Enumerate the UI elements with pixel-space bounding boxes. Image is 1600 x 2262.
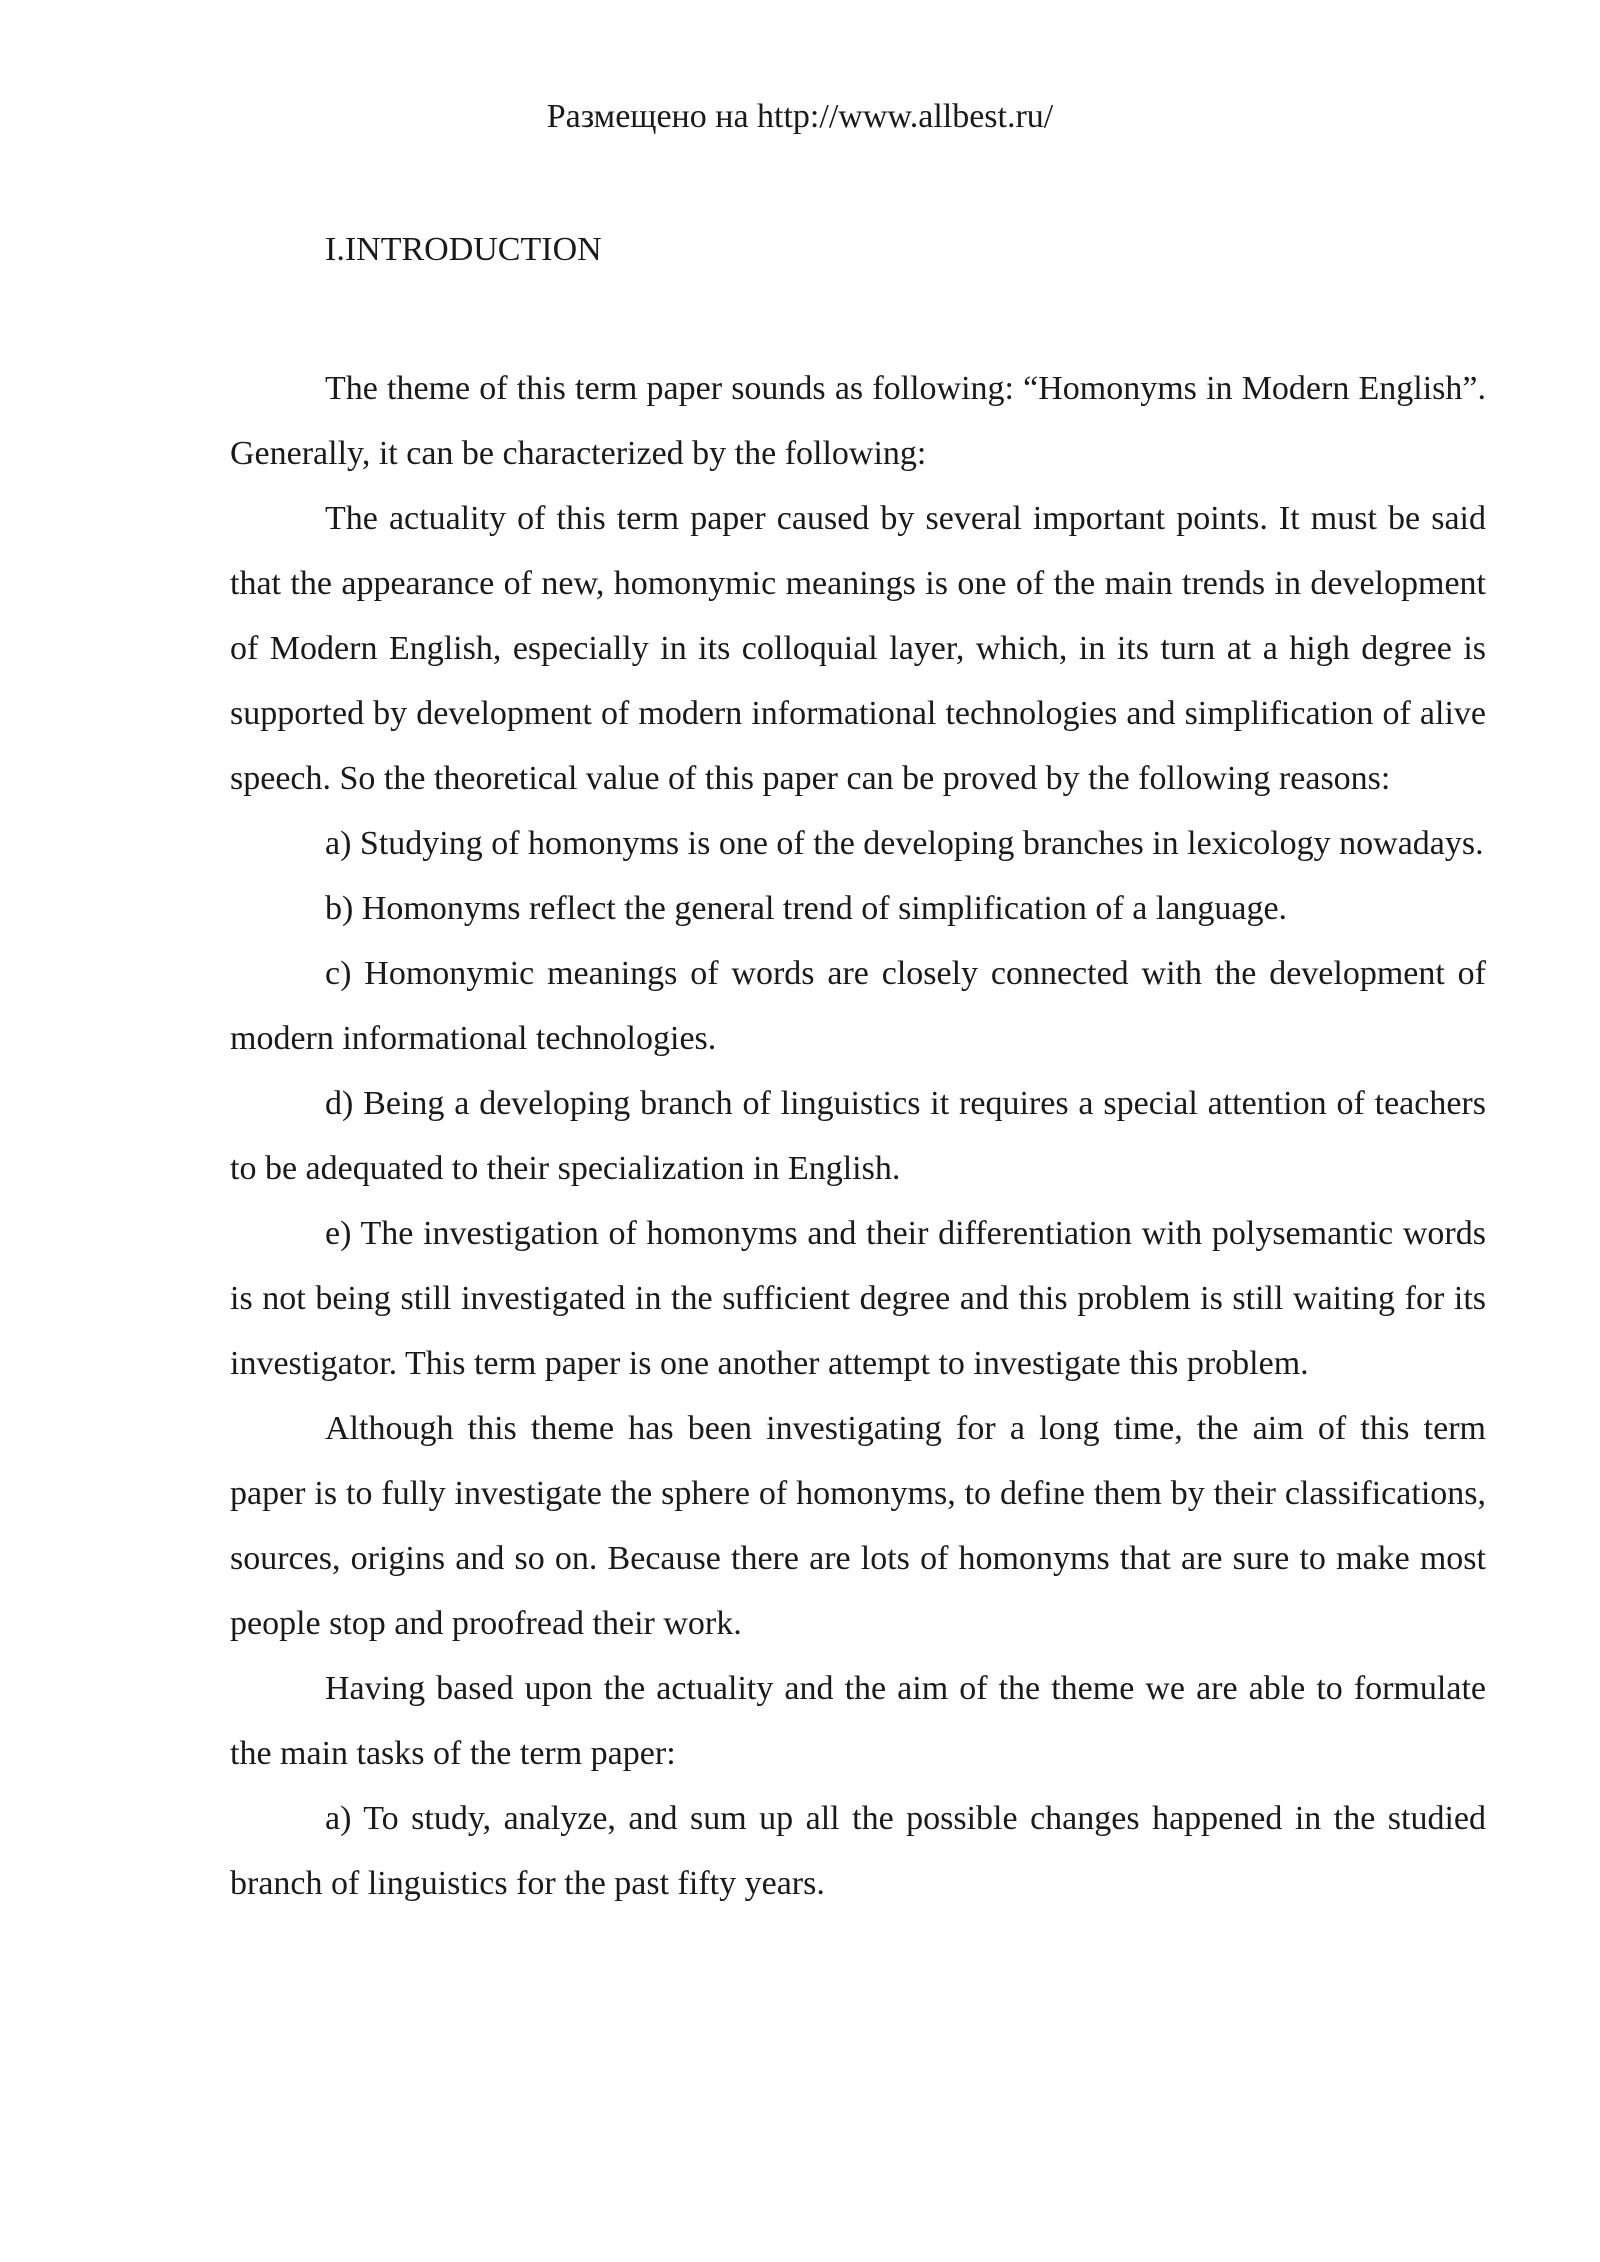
section-title: I.INTRODUCTION [325, 231, 602, 268]
paragraph-reason-e: e) The investigation of homonyms and their differentiation with polysemantic words is not being still investigated in the sufficient degree and this problem is still waiting for its investigator. This term paper is one another attempt to investigate this problem. [230, 1215, 1486, 1382]
paragraph-task-a: a) To study, analyze, and sum up all the possible changes happened in the studied branch of linguistics for the past fifty years. [230, 1800, 1486, 1902]
paragraph-tasks-intro: Having based upon the actuality and the aim of the theme we are able to formulate the main tasks of the term paper: [230, 1670, 1486, 1772]
paragraph-reason-c: c) Homonymic meanings of words are closely connected with the development of modern informational technologies. [230, 955, 1486, 1057]
page-header: Размещено на http://www.allbest.ru/ [546, 98, 1054, 135]
paragraph-reason-a: a) Studying of homonyms is one of the developing branches in lexicology nowadays. [325, 825, 1484, 862]
body-text [230, 356, 1486, 1916]
paragraph-reason-d: d) Being a developing branch of linguistics it requires a special attention of teachers to be adequated to their specialization in English. [230, 1085, 1486, 1187]
paragraph-actuality: The actuality of this term paper caused by several important points. It must be said that the appearance of new, homonymic meanings is one of the main trends in development of Modern English, especially in its colloquial layer, which, in its turn at a high degree is supported by development of modern informational technologies and simplification of alive speech. So the theoretical value of this paper can be proved by the following reasons: [230, 500, 1486, 797]
paragraph-aim: Although this theme has been investigating for a long time, the aim of this term paper is to fully investigate the sphere of homonyms, to define them by their classifications, sources, origins and so on. Because there are lots of homonyms that are sure to make most people stop and proofread their work. [230, 1410, 1486, 1642]
paragraph-reason-b: b) Homonyms reflect the general trend of simplification of a language. [325, 890, 1288, 927]
paragraph-theme: The theme of this term paper sounds as following: “Homonyms in Modern English”. Generally, it can be characterized by the following: [230, 370, 1486, 472]
